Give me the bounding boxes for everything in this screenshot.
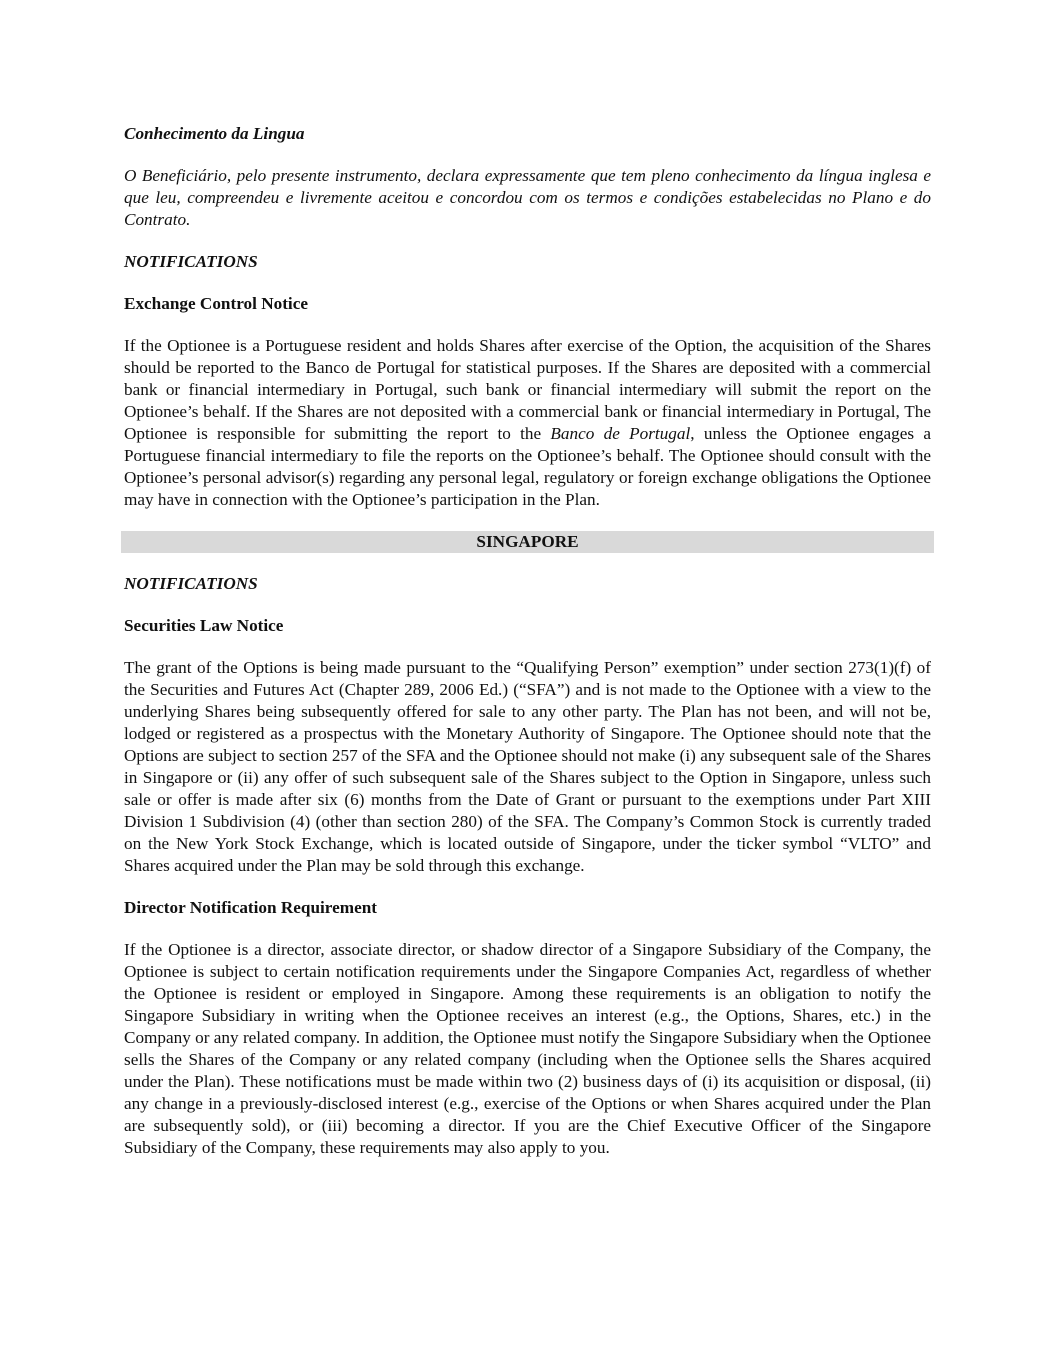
securities-law-heading: Securities Law Notice — [124, 616, 284, 635]
language-heading: Conhecimento da Lingua — [124, 124, 305, 143]
notifications-heading-portugal: NOTIFICATIONS — [124, 252, 258, 271]
language-paragraph: O Beneficiário, pelo presente instrumento, declara expressamente que tem pleno conhecimento da língua inglesa e que leu, compreendeu e livremente aceitou e concordou com os termos e condições estabelecidas no Plano e do Contrato. — [124, 166, 931, 229]
exchange-control-text-2: , unless the Optionee engages a Portuguese financial intermediary to file the reports on the Optionee’s behalf. The Optionee should consult with the Optionee’s personal advisor(s) regarding any personal legal, regulatory or foreign exchange obligations the Optionee may have in connection with the Optionee’s participation in the Plan. — [124, 424, 932, 509]
director-notification-paragraph: If the Optionee is a director, associate director, or shadow director of a Singapore Subsidiary of the Company, the Optionee is subject to certain notification requirements under the Singapore Companies Act, regardless of whether the Optionee is resident or employed in Singapore. Among these requirements is an obligation to notify the Singapore Subsidiary in writing when the Optionee receives an interest (e.g., the Options, Shares, etc.) in the Company or any related company. In addition, the Optionee must notify the Singapore Subsidiary when the Optionee sells the Shares of the Company or any related company (including when the Optionee sells the Shares acquired under the Plan). These notifications must be made within two (2) business days of (i) its acquisition or disposal, (ii) any change in a previously-disclosed interest (e.g., exercise of the Options or when Shares acquired under the Plan are subsequently sold), or (iii) becoming a director. If you are the Chief Executive Officer of the Singapore Subsidiary of the Company, these requirements may also apply to you. — [124, 940, 931, 1157]
banco-de-portugal-italic: Banco de Portugal — [550, 424, 691, 443]
notifications-heading-singapore: NOTIFICATIONS — [124, 574, 258, 593]
director-notification-heading: Director Notification Requirement — [124, 898, 377, 917]
exchange-control-text-1: If the Optionee is a Portuguese resident and holds Shares after exercise of the Option, the acquisition of the Shares should be reported to the Banco de Portugal for statistical purposes. If the Shares are deposited with a commercial bank or financial intermediary in Portugal, such bank or financial intermediary will submit the report on the Optionee’s behalf. If the Shares are not deposited with a commercial bank or financial intermediary in Portugal, The Optionee is responsible for submitting the report to the — [124, 336, 931, 443]
document-page — [124, 123, 931, 1179]
exchange-control-heading: Exchange Control Notice — [124, 294, 308, 313]
singapore-country-banner: SINGAPORE — [121, 531, 934, 553]
exchange-control-paragraph — [124, 335, 931, 511]
securities-law-paragraph: The grant of the Options is being made pursuant to the “Qualifying Person” exemption” under section 273(1)(f) of the Securities and Futures Act (Chapter 289, 2006 Ed.) (“SFA”) and is not made to the Optionee with a view to the underlying Shares being subsequently offered for sale to any other party. The Plan has not been, and will not be, lodged or registered as a prospectus with the Monetary Authority of Singapore. The Optionee should note that the Options are subject to section 257 of the SFA and the Optionee should not make (i) any subsequent sale of the Shares in Singapore or (ii) any offer of such subsequent sale of the Shares subject to the Option in Singapore, unless such sale or offer is made after six (6) months from the Date of Grant or pursuant to the exemptions under Part XIII Division 1 Subdivision (4) (other than section 280) of the SFA. The Company’s Common Stock is currently traded on the New York Stock Exchange, which is located outside of Singapore, under the ticker symbol “VLTO” and Shares acquired under the Plan may be sold through this exchange. — [124, 658, 931, 875]
